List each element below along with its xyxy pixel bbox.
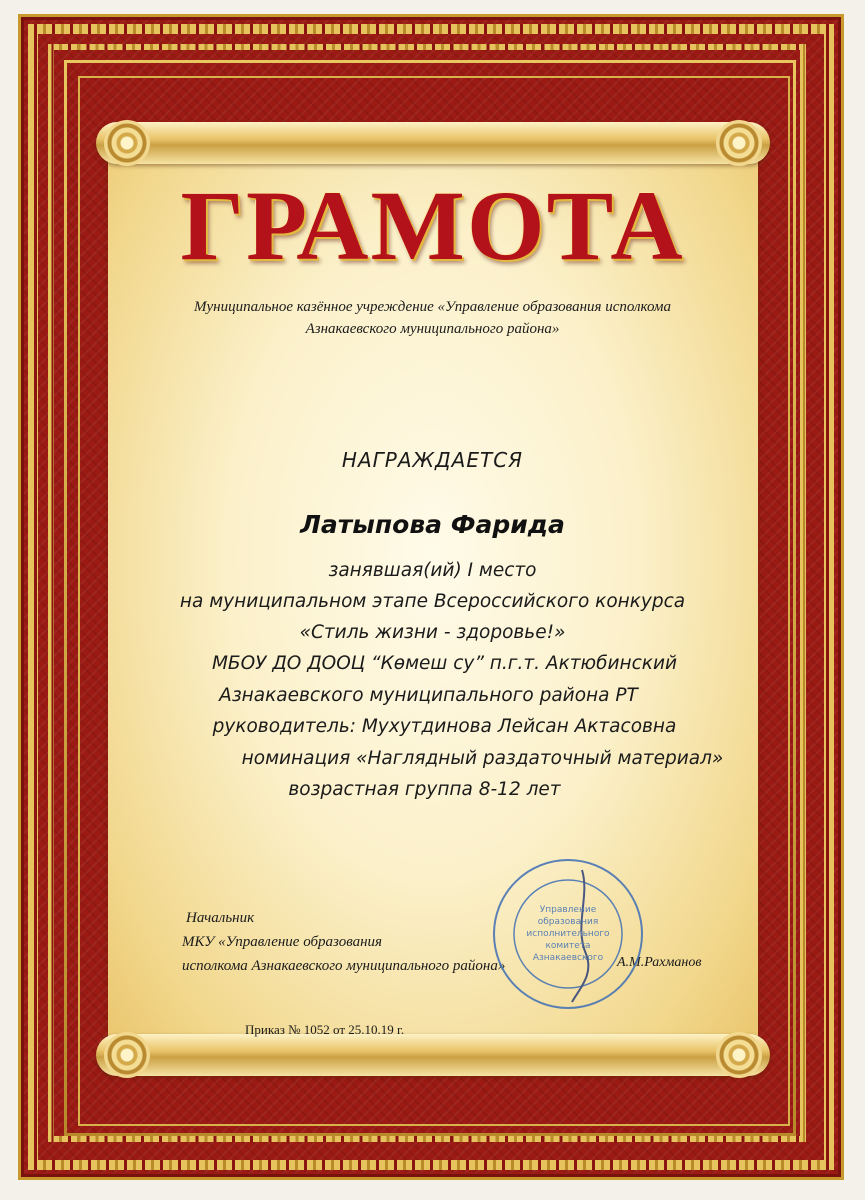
body-line: возрастная группа 8-12 лет — [288, 779, 561, 800]
svg-text:Азнакаевского: Азнакаевского — [532, 953, 604, 963]
body-line: МБОУ ДО ДООЦ “Көмеш су” п.г.т. Актюбинский — [211, 653, 678, 674]
scroll-curl-icon — [104, 1032, 150, 1078]
scroll-curl-icon — [716, 120, 762, 166]
scroll-top-roll — [96, 122, 770, 164]
awarded-label: НАГРАЖДАЕТСЯ — [341, 448, 524, 472]
body-line: руководитель: Мухутдинова Лейсан Актасовна — [212, 716, 677, 737]
issuing-organization — [130, 296, 735, 340]
svg-text:образования: образования — [537, 917, 599, 927]
official-stamp-icon — [490, 856, 646, 1012]
svg-text:исполнительного: исполнительного — [526, 929, 610, 939]
organization-line: Муниципальное казённое учреждение «Управление образования исполкома — [193, 299, 672, 315]
svg-text:комитета: комитета — [545, 941, 591, 951]
signature-title: МКУ «Управление образования — [182, 934, 383, 950]
certificate-title: ГРАМОТА — [180, 170, 685, 281]
scroll-bottom-roll — [96, 1034, 770, 1076]
body-line: занявшая(ий) I место — [328, 560, 537, 581]
body-line: номинация «Наглядный раздаточный материал» — [241, 748, 724, 769]
organization-line: Азнакаевского муниципального района» — [305, 321, 560, 337]
body-line: на муниципальном этапе Всероссийского конкурса — [179, 591, 686, 612]
signer-name: А.М.Рахманов — [617, 955, 702, 970]
scroll-curl-icon — [716, 1032, 762, 1078]
body-line: «Стиль жизни - здоровье!» — [299, 622, 566, 643]
signature-title: исполкома Азнакаевского муниципального района» — [182, 958, 506, 974]
body-line: Азнакаевского муниципального района РТ — [219, 685, 638, 706]
recipient-name: Латыпова Фарида — [300, 510, 565, 539]
order-reference: Приказ № 1052 от 25.10.19 г. — [245, 1022, 405, 1037]
scroll-curl-icon — [104, 120, 150, 166]
signature-title: Начальник — [186, 910, 255, 926]
svg-text:Управление: Управление — [539, 905, 597, 915]
